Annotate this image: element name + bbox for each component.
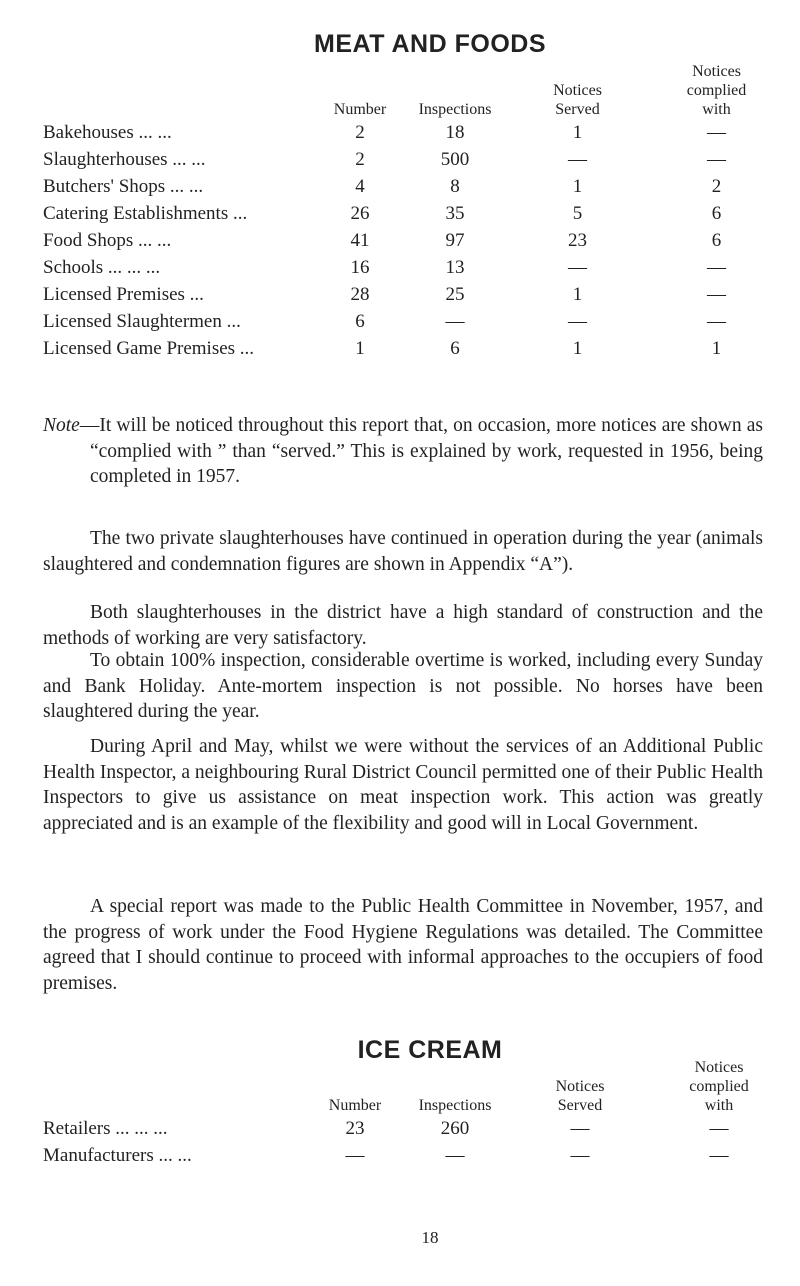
row-label: Manufacturers ... ... (43, 1145, 192, 1166)
cell-number: 41 (350, 230, 370, 251)
cell-number: 26 (350, 203, 370, 224)
cell-notices-served: — (568, 311, 587, 332)
cell-notices-served: — (568, 149, 587, 170)
header-number: Number (333, 101, 387, 118)
cell-number: 23 (345, 1118, 365, 1139)
cell-notices-complied: — (707, 122, 726, 143)
ice-cream-table (43, 1058, 783, 1169)
cell-notices-served: 23 (568, 230, 587, 251)
cell-inspections: 260 (440, 1118, 470, 1139)
cell-inspections: 500 (440, 149, 470, 170)
cell-notices-complied: 6 (711, 230, 722, 251)
cell-notices-complied: — (707, 257, 726, 278)
cell-number: — (345, 1145, 365, 1166)
cell-notices-served: 1 (572, 338, 583, 359)
cell-notices-complied: 6 (711, 203, 722, 224)
cell-notices-complied: — (707, 311, 726, 332)
cell-notices-served: 1 (572, 284, 583, 305)
cell-notices-served: — (568, 257, 587, 278)
row-label: Licensed Premises ... (43, 284, 204, 305)
meat-and-foods-heading: MEAT AND FOODS (314, 30, 546, 58)
body-paragraph: To obtain 100% inspection, considerable overtime is worked, including every Sunday and Bank Holiday. Ante-mortem inspection is not possible. No horses have been slaughtered during the year. (43, 650, 763, 722)
row-label: Bakehouses ... ... (43, 122, 172, 143)
row-label: Butchers' Shops ... ... (43, 176, 204, 197)
cell-inspections: 97 (445, 230, 465, 251)
table-row (43, 173, 783, 200)
body-paragraph: Both slaughterhouses in the district have a high standard of construction and the methods of working are very satisfactory. (43, 602, 763, 649)
cell-notices-served: 1 (572, 176, 583, 197)
page-number: 18 (421, 1228, 439, 1247)
ice-table-body (43, 1115, 783, 1169)
table-header-row (43, 62, 783, 119)
body-paragraph: The two private slaughterhouses have continued in operation during the year (animals slaughtered and condemnation figures are shown in Appendix “A”). (43, 528, 763, 575)
body-paragraph: During April and May, whilst we were without the services of an Additional Public Health Inspector, a neighbouring Rural District Council permitted one of their Public Health Inspectors to give us assistance on meat inspection work. This action was greatly appreciated and is an example of the flexibility and good will in Local Government. (43, 736, 763, 834)
note-text: —It will be noticed throughout this report that, on occasion, more notices are shown as “complied with ” than “served.” This is explained by work, requested in 1956, being completed in 1957. (79, 415, 763, 487)
row-label: Licensed Game Premises ... (43, 338, 255, 359)
cell-number: 1 (355, 338, 365, 359)
cell-notices-complied: 1 (711, 338, 722, 359)
meat-and-foods-table (43, 62, 783, 362)
cell-number: 4 (355, 176, 365, 197)
cell-notices-complied: — (707, 284, 726, 305)
row-label: Slaughterhouses ... ... (43, 149, 206, 170)
cell-inspections: — (445, 1145, 465, 1166)
body-paragraph: A special report was made to the Public Health Committee in November, 1957, and the progress of work under the Food Hygiene Regulations was detailed. The Committee agreed that I should continue to proceed with informal approaches to the occupiers of food premises. (43, 896, 763, 994)
cell-notices-complied: 2 (711, 176, 722, 197)
cell-inspections: 35 (445, 203, 465, 224)
cell-inspections: 25 (445, 284, 465, 305)
cell-notices-served: — (570, 1145, 590, 1166)
ice-cream-heading: ICE CREAM (357, 1036, 503, 1064)
header-inspections: Inspections (418, 1097, 492, 1114)
table-row (43, 335, 783, 362)
cell-notices-served: — (570, 1118, 590, 1139)
cell-inspections: 18 (445, 122, 465, 143)
table-row (43, 254, 783, 281)
cell-number: 2 (355, 122, 365, 143)
note-paragraph (43, 413, 763, 490)
table-row (43, 146, 783, 173)
row-label: Licensed Slaughtermen ... (43, 311, 241, 332)
header-notices-served: Notices Served (553, 82, 602, 118)
row-label: Retailers ... ... ... (43, 1118, 168, 1139)
cell-inspections: — (445, 311, 465, 332)
header-blank (43, 62, 315, 119)
cell-notices-complied: — (709, 1118, 729, 1139)
cell-notices-served: 1 (572, 122, 583, 143)
table-row (43, 1142, 783, 1169)
header-notices-served: Notices Served (555, 1078, 605, 1114)
row-label: Catering Establishments ... (43, 203, 248, 224)
cell-number: 6 (355, 311, 365, 332)
table-row (43, 119, 783, 146)
cell-number: 28 (350, 284, 370, 305)
cell-inspections: 6 (450, 338, 460, 359)
cell-number: 16 (350, 257, 370, 278)
header-number: Number (328, 1097, 382, 1114)
header-blank (43, 1058, 305, 1115)
cell-notices-complied: — (709, 1145, 729, 1166)
table-row (43, 227, 783, 254)
header-inspections: Inspections (418, 101, 492, 118)
table-header-row (43, 1058, 783, 1115)
table-row (43, 1115, 783, 1142)
row-label: Schools ... ... ... (43, 257, 161, 278)
cell-notices-served: 5 (572, 203, 583, 224)
table-row (43, 281, 783, 308)
row-label: Food Shops ... ... (43, 230, 172, 251)
cell-inspections: 8 (450, 176, 460, 197)
table-row (43, 200, 783, 227)
header-notices-complied: Notices complied with (689, 1059, 749, 1114)
note-label: Note (43, 415, 80, 436)
meat-table-body (43, 119, 783, 362)
header-notices-complied: Notices complied with (686, 63, 747, 118)
cell-number: 2 (355, 149, 365, 170)
table-row (43, 308, 783, 335)
cell-inspections: 13 (445, 257, 465, 278)
cell-notices-complied: — (707, 149, 726, 170)
